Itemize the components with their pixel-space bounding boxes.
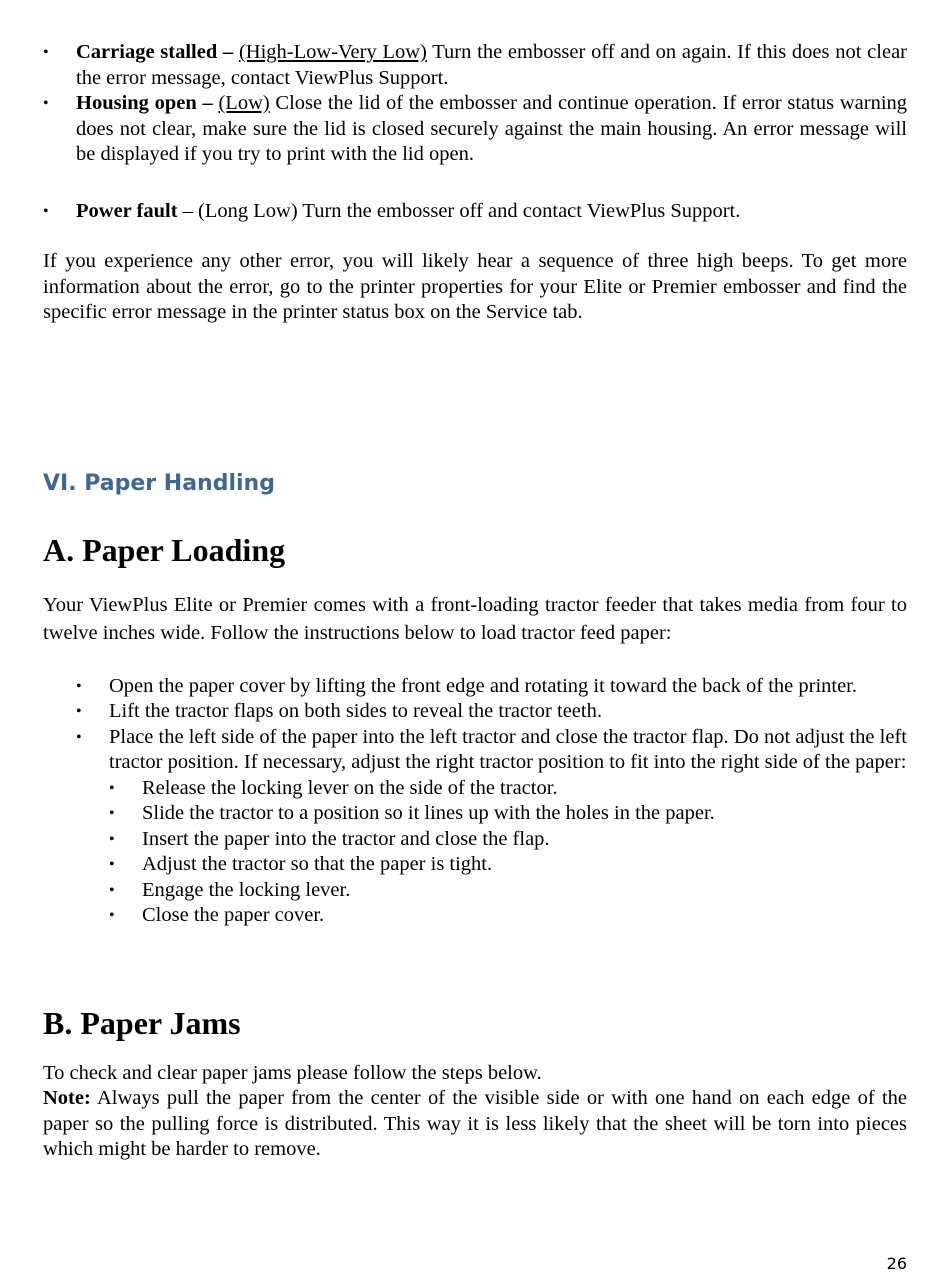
- error-description: Turn the embosser off and on again. If this does not clear the error message, contact ViewPlus Support.: [76, 41, 908, 89]
- error-description: Close the lid of the embosser and continue operation. If error status warning does not clear, make sure the lid is closed securely against the main housing. An error message will be displayed if you try to print with the lid open.: [76, 92, 908, 165]
- list-item: • Insert the paper into the tractor and close the flap.: [109, 827, 907, 853]
- list-item: • Engage the locking lever.: [109, 878, 907, 904]
- document-page: [43, 40, 907, 1163]
- error-term: Housing open: [76, 92, 197, 114]
- loading-steps: [76, 674, 907, 776]
- error-term: Carriage stalled: [76, 41, 218, 63]
- error-term: Power fault: [76, 199, 178, 222]
- error-description: – (Long Low) Turn the embosser off and contact ViewPlus Support.: [177, 199, 741, 222]
- section-heading: VI. Paper Handling: [43, 470, 275, 496]
- list-item: [43, 91, 907, 168]
- paper-loading-heading: A. Paper Loading: [43, 531, 286, 568]
- separator: –: [196, 92, 219, 114]
- list-item: • Close the paper cover.: [109, 903, 907, 929]
- paper-loading-intro: Your ViewPlus Elite or Premier comes with a front-loading tractor feeder that takes media from four to twelve inches wide. Follow the instructions below to load tractor feed paper:: [43, 593, 907, 644]
- error-list: [43, 40, 907, 168]
- note-text: Always pull the paper from the center of the visible side or with one hand on each edge of the paper so the pulling force is distributed. This way it is less likely that the sheet will be torn into pieces which might be harder to remove.: [43, 1087, 907, 1160]
- list-item: • Release the locking lever on the side of the tractor.: [109, 776, 907, 802]
- list-item: • Lift the tractor flaps on both sides to reveal the tractor teeth.: [76, 699, 907, 725]
- power-fault-list: [43, 199, 907, 225]
- beep-code: (Low): [218, 92, 270, 114]
- list-item: • Adjust the tractor so that the paper is tight.: [109, 852, 907, 878]
- list-item: • Slide the tractor to a position so it lines up with the holes in the paper.: [109, 801, 907, 827]
- note-label: Note:: [43, 1087, 91, 1109]
- list-item: [43, 199, 907, 225]
- other-error-paragraph: If you experience any other error, you will likely hear a sequence of three high beeps. To get more information about the error, go to the printer properties for your Elite or Premier embosser and find the specific error message in the printer status box on the Service tab.: [43, 250, 907, 323]
- page-number: 26: [886, 1254, 907, 1273]
- paper-jams-intro: To check and clear paper jams please follow the steps below.: [43, 1061, 542, 1084]
- paper-jams-note: [43, 1086, 907, 1163]
- tractor-substeps: [109, 776, 907, 929]
- list-item: [43, 40, 907, 91]
- separator: –: [217, 41, 239, 63]
- list-item: • Open the paper cover by lifting the front edge and rotating it toward the back of the printer.: [76, 674, 907, 700]
- paper-jams-heading: B. Paper Jams: [43, 1004, 241, 1041]
- list-item: • Place the left side of the paper into the left tractor and close the tractor flap. Do not adjust the left tractor position. If necessary, adjust the right tractor position to fit into the right side of the paper:: [76, 725, 907, 776]
- beep-code: (High-Low-Very Low): [238, 41, 427, 63]
